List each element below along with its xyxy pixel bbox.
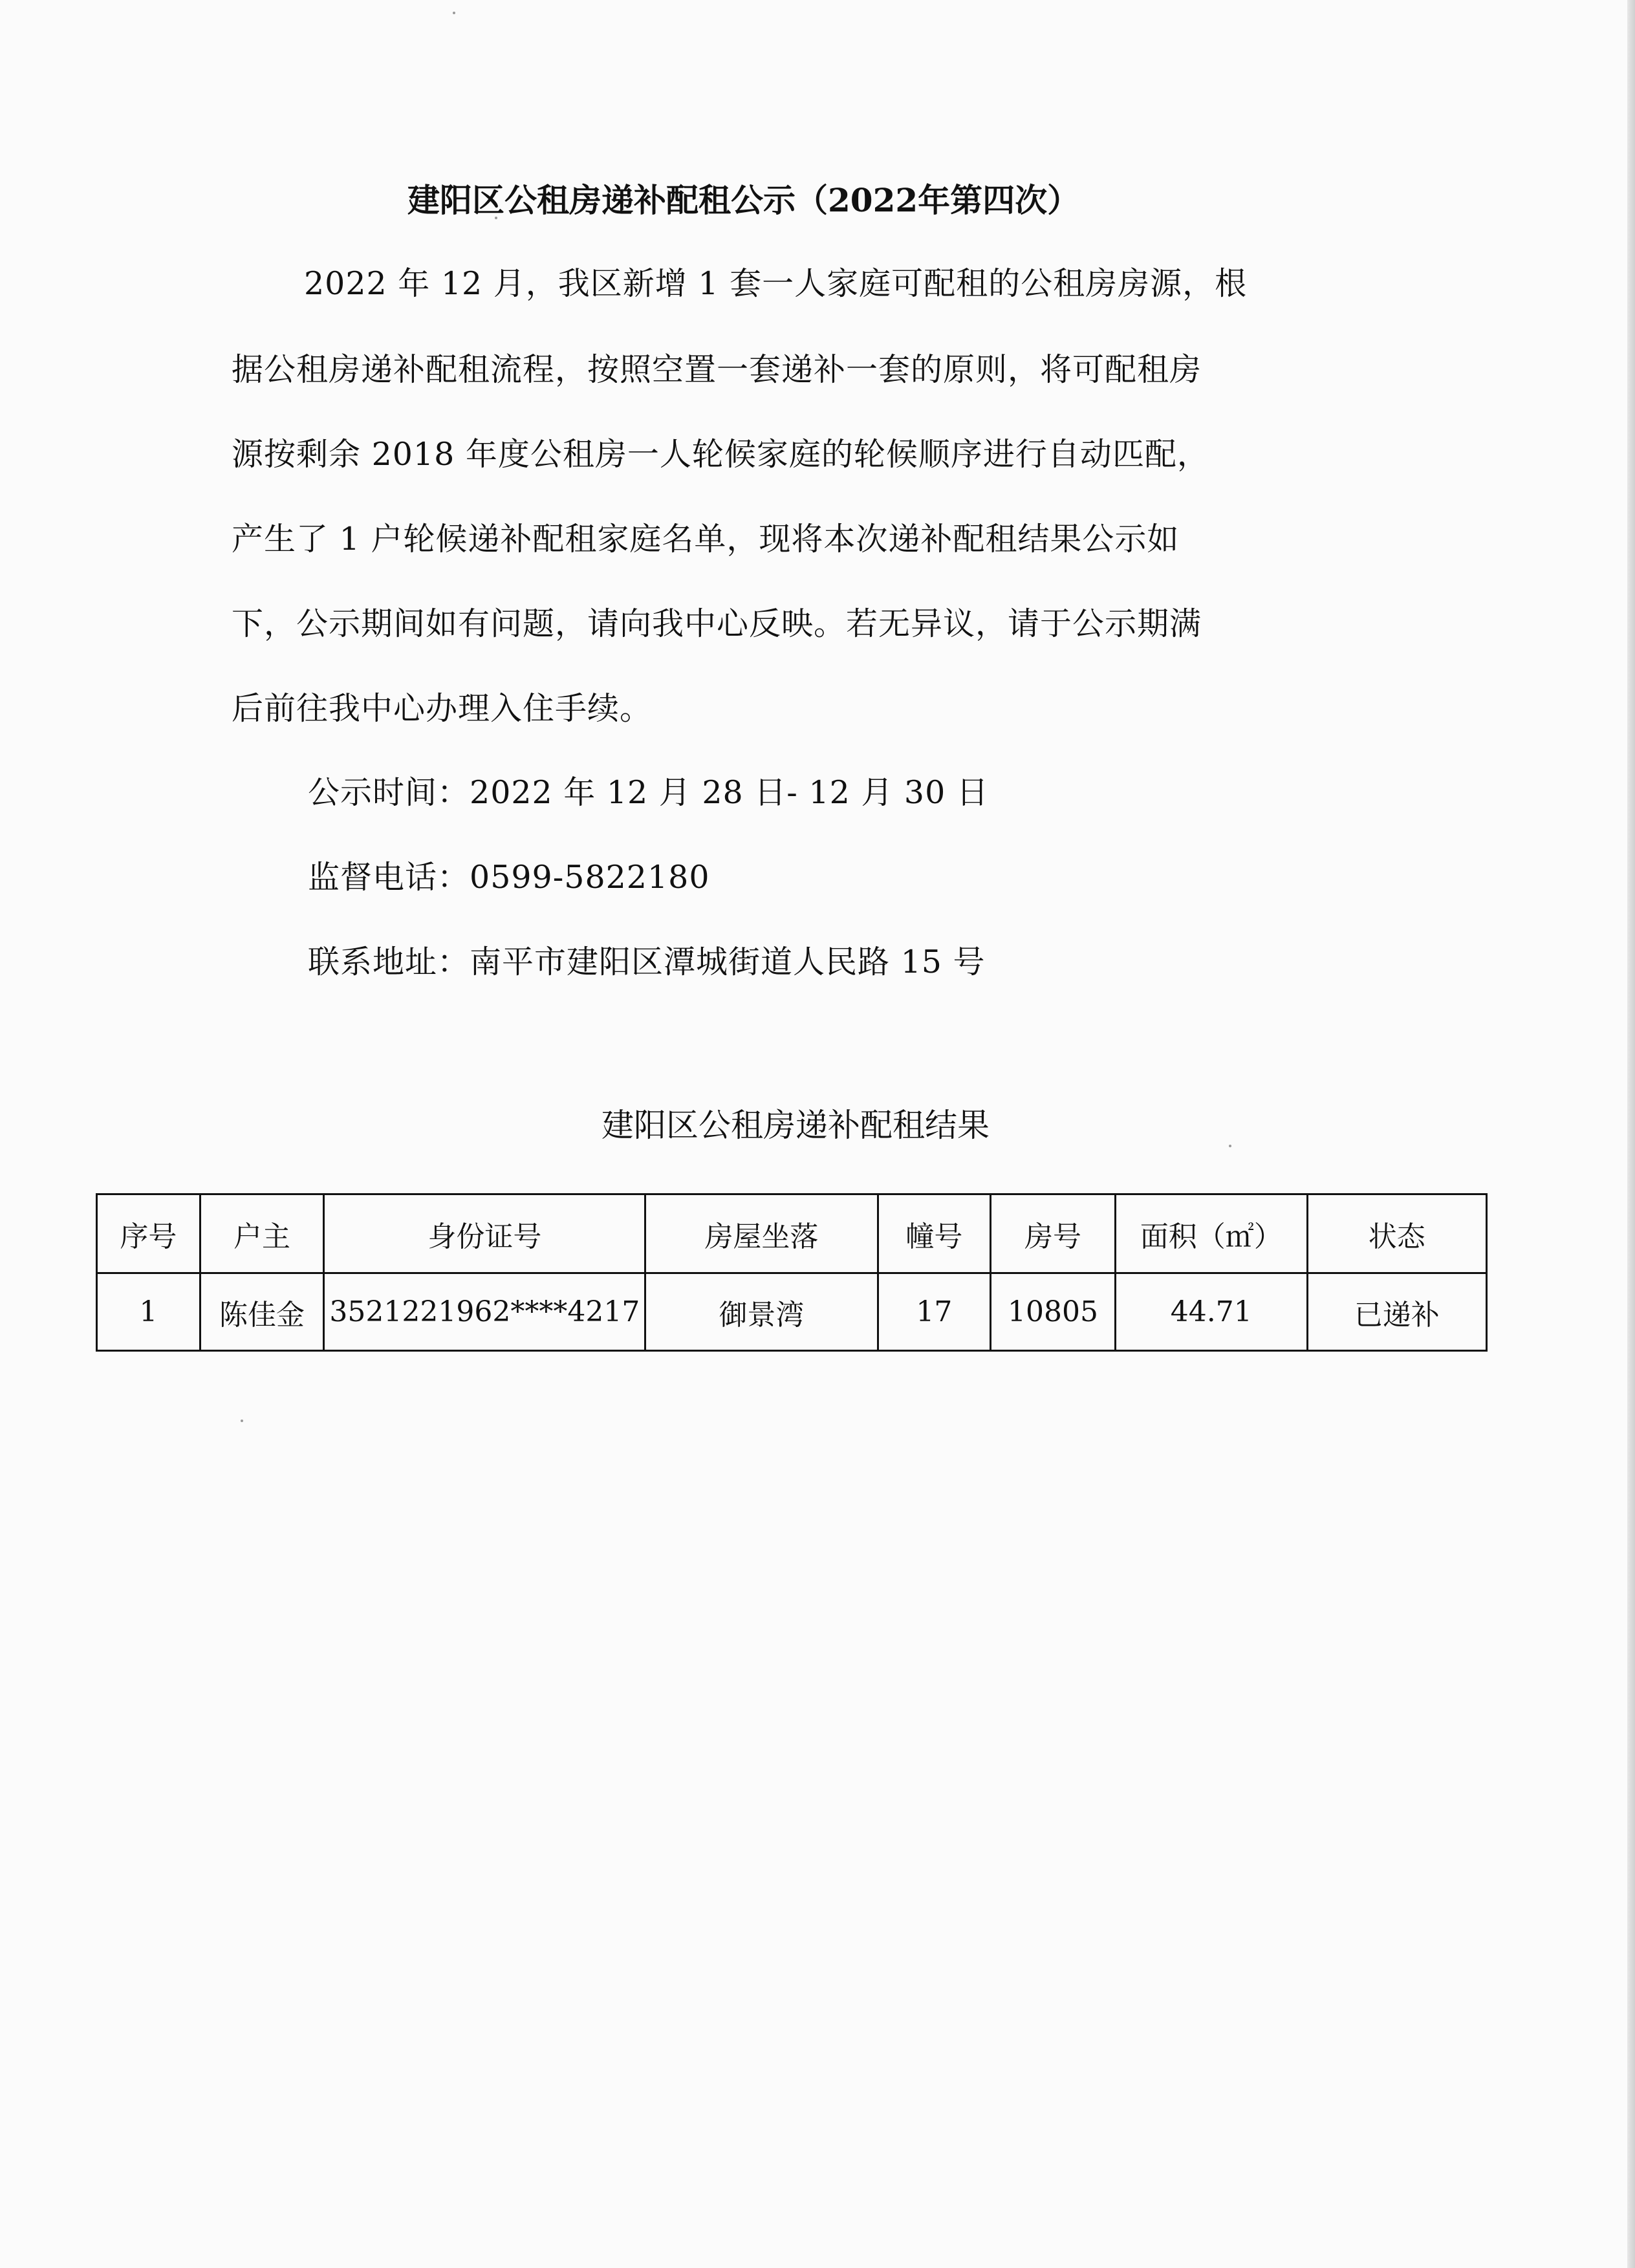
scan-speck <box>453 12 455 14</box>
document-title: 建阳区公租房递补配租公示（2022年第四次） <box>407 181 1080 219</box>
scan-edge <box>1627 0 1635 2268</box>
hotline-label: 监督电话： <box>308 859 470 896</box>
hotline-value: 0599-5822180 <box>470 859 710 896</box>
address-value: 南平市建阳区潭城街道人民路 15 号 <box>470 944 986 980</box>
column-header: 身份证号 <box>324 1194 645 1273</box>
scan-speck <box>1229 1145 1231 1147</box>
cell-room: 10805 <box>991 1273 1116 1351</box>
hotline <box>308 852 710 898</box>
notice-time <box>308 768 989 813</box>
cell-location: 御景湾 <box>645 1273 878 1351</box>
column-header: 幢号 <box>878 1194 991 1273</box>
table-header-row <box>97 1194 1487 1273</box>
paragraph-line: 下，公示期间如有问题，请向我中心反映。若无异议，请于公示期满 <box>232 605 1202 642</box>
notice-time-label: 公示时间： <box>308 774 470 811</box>
column-header: 面积（㎡） <box>1115 1194 1307 1273</box>
scan-speck <box>241 1420 243 1422</box>
column-header: 房屋坐落 <box>645 1194 878 1273</box>
notice-time-value: 2022 年 12 月 28 日- 12 月 30 日 <box>470 774 989 811</box>
cell-status: 已递补 <box>1307 1273 1486 1351</box>
column-header: 状态 <box>1307 1194 1486 1273</box>
paragraph-line: 据公租房递补配租流程，按照空置一套递补一套的原则，将可配租房 <box>232 351 1202 388</box>
address-label: 联系地址： <box>308 944 470 980</box>
cell-index: 1 <box>97 1273 200 1351</box>
cell-building: 17 <box>878 1273 991 1351</box>
cell-id-number: 3521221962****4217 <box>324 1273 645 1351</box>
cell-area: 44.71 <box>1115 1273 1307 1351</box>
result-table-title: 建阳区公租房递补配租结果 <box>601 1107 990 1144</box>
paragraph-line: 2022 年 12 月，我区新增 1 套一人家庭可配租的公租房房源，根 <box>304 265 1248 302</box>
paragraph-line: 产生了 1 户轮候递补配租家庭名单，现将本次递补配租结果公示如 <box>232 521 1180 557</box>
column-header: 房号 <box>991 1194 1116 1273</box>
column-header: 户主 <box>200 1194 324 1273</box>
cell-householder: 陈佳金 <box>200 1273 324 1351</box>
column-header: 序号 <box>97 1194 200 1273</box>
paragraph-line: 源按剩余 2018 年度公租房一人轮候家庭的轮候顺序进行自动匹配， <box>232 436 1209 473</box>
table-row <box>97 1273 1487 1351</box>
paragraph-line: 后前往我中心办理入住手续。 <box>232 690 653 727</box>
result-table <box>96 1193 1488 1352</box>
address <box>308 937 986 982</box>
